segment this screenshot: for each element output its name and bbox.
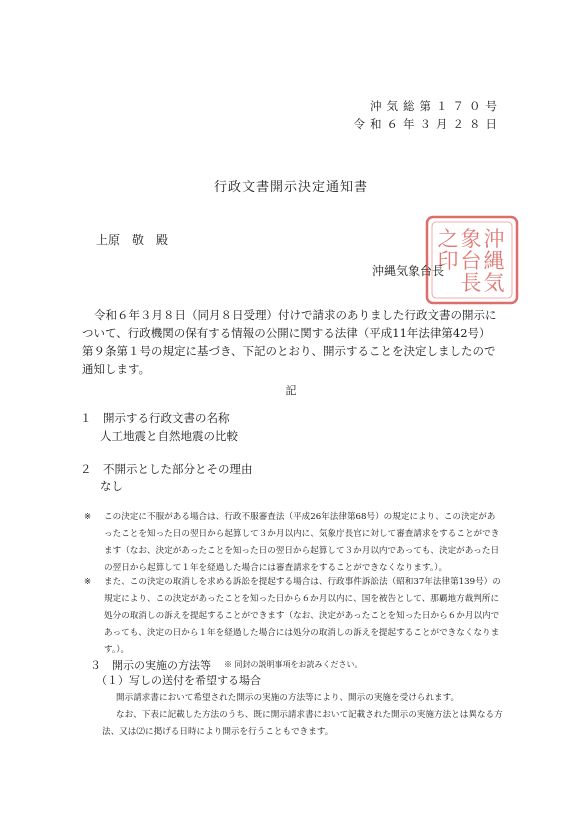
lawsuit-note (84, 574, 502, 659)
lawsuit-note-text: また、この決定の取消しを求める訴訟を提起する場合は、行政事件訴訟法（昭和37年法律第139号）の規定により、この決定があったことを知った日から６か月以内に、国を被告として、那覇地方裁判所に処分の取消しの訴えを提起することができます（なお、決定があったことを知った日から６か月以内であっても、決定の日から１年を経過した場合には処分の取消しの訴えを提起することができなくなります。）。 (104, 577, 501, 655)
seal-character: 象 (460, 227, 482, 251)
official-seal-stamp (424, 214, 520, 306)
seal-character: 之 (437, 227, 459, 251)
seal-character: 縄 (483, 249, 505, 273)
section-2-value: なし (100, 479, 123, 493)
document-title: 行政文書開示決定通知書 (213, 180, 368, 195)
document-number: 沖気総第１７０号 (370, 99, 502, 113)
document-date: 令和６年３月２８日 (353, 117, 502, 131)
seal-character: 長 (460, 271, 482, 295)
section-3-paragraph-2: なお、下表に記載した方法のうち、既に開示請求書において記載された開示の実施方法とは異なる方法、又は⑵に掲げる日時により開示を行うこともできます。 (102, 710, 503, 737)
section-3-note: ※ 同封の説明事項をお読みください。 (224, 660, 363, 669)
seal-character: 印 (437, 249, 459, 273)
seal-character: 台 (460, 249, 482, 273)
section-3-heading: ３ 開示の実施の方法等 (90, 659, 211, 672)
seal-character: 沖 (483, 227, 505, 251)
ki-marker: 記 (285, 384, 297, 397)
section-1-heading: １ 開示する行政文書の名称 (80, 411, 230, 425)
section-3-paragraph-1: 開示請求書において希望された開示の実施の方法等により、開示の実施を受けられます。 (116, 693, 460, 703)
note-mark: ※ (84, 512, 92, 522)
body-paragraph: 令和６年３月８日（同月８日受理）付けで請求のありました行政文書の開示について、行政機関の保有する情報の公開に関する法律（平成11年法律第42号）第９条第１号の規定に基づき、下記のとおり、開示することを決定しましたので通知します。 (82, 308, 497, 376)
section-1-value: 人工地震と自然地震の比較 (100, 429, 238, 443)
section-3-subheading-1: （１）写しの送付を希望する場合 (96, 674, 261, 687)
seal-character: 気 (483, 271, 505, 295)
recipient-name: 上原 敬 殿 (96, 233, 169, 247)
appeal-note-text: この決定に不服がある場合は、行政不服審査法（平成26年法律第68号）の規定により、この決定があったことを知った日の翌日から起算して３か月以内に、気象庁長官に対して審査請求をすることができます（なお、決定があったことを知った日の翌日から起算して３か月以内であっても、決定があった日の翌日から起算して１年を経過した場合には審査請求をすることができなくなります。）。 (104, 512, 500, 573)
section-2-heading: ２ 不開示とした部分とその理由 (80, 462, 253, 476)
note-mark: ※ (84, 577, 92, 587)
sender-name: 沖縄気象台長 (372, 264, 445, 278)
appeal-note (84, 509, 502, 577)
